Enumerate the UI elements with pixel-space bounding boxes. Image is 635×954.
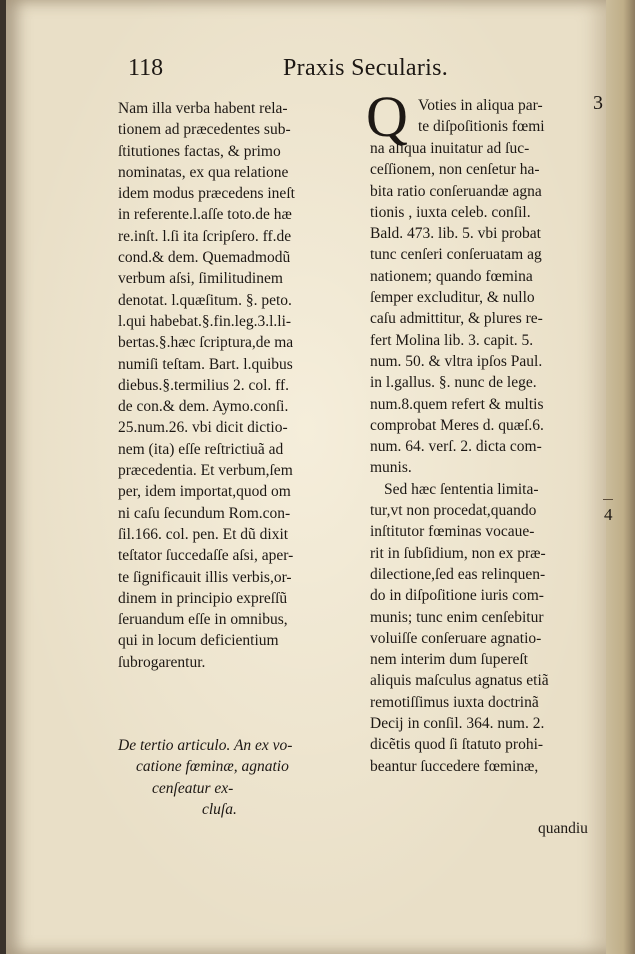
text-line: te ſignificauit illis verbis,or- xyxy=(118,568,292,586)
text-line: tionis , iuxta celeb. conſil. xyxy=(370,203,531,221)
text-line: diebus.§.termilius 2. col. ff. xyxy=(118,376,290,394)
running-head: Praxis Secularis. xyxy=(283,55,449,81)
text-line: voluiſſe conſeruare agnatio- xyxy=(370,629,542,647)
right-column-top xyxy=(418,95,545,138)
text-line: dinem in principio expreſſũ xyxy=(118,589,288,607)
text-line: rit in ſubſidium, non ex præ- xyxy=(370,544,546,562)
text-line: Voties in aliqua par- xyxy=(418,97,543,114)
text-line: in l.gallus. §. nunc de lege. xyxy=(370,374,537,392)
text-line: idem modus præcedens ineſt xyxy=(118,185,295,203)
text-line: fert Molina lib. 3. capit. 5. xyxy=(370,331,534,349)
text-line: bita ratio conſeruandæ agna xyxy=(370,182,542,200)
text-line: munis. xyxy=(370,459,412,477)
text-line: per, idem importat,quod om xyxy=(118,483,291,501)
text-line: in referente.l.aſſe toto.de hæ xyxy=(118,206,292,224)
right-column xyxy=(370,138,602,777)
text-line: l.qui habebat.§.fin.leg.3.l.li- xyxy=(118,312,292,330)
text-line: verbum aſsi, ſimilitudinem xyxy=(118,270,283,288)
page-number: 118 xyxy=(128,55,164,81)
text-line: remotiſſimus iuxta doctrinã xyxy=(370,693,539,711)
margin-tick xyxy=(603,499,613,500)
text-line: Decij in conſil. 364. num. 2. xyxy=(370,715,545,733)
text-line: caſu admittitur, & plures re- xyxy=(370,310,543,328)
section-heading-line: cenſeatur ex- xyxy=(152,779,234,797)
section-heading-line: catione fœminæ, agnatio xyxy=(136,758,289,776)
text-line: tunc cenſeri conſeruatam ag xyxy=(370,246,542,264)
text-line: munis; tunc enim cenſebitur xyxy=(370,608,544,626)
margin-number: 4 xyxy=(604,505,613,524)
text-line: ceſſionem, non cenſetur ha- xyxy=(370,161,540,179)
drop-cap: Q xyxy=(366,84,408,149)
text-line: tionem ad præcedentes sub- xyxy=(118,121,291,139)
text-line: teſtator ſuccedaſſe aſsi, aper- xyxy=(118,547,294,565)
section-heading xyxy=(118,735,292,820)
page-edges xyxy=(606,0,635,954)
text-line: re.inſt. l.ſi ita ſcripſero. ff.de xyxy=(118,227,292,245)
text-line: cond.& dem. Quemadmodũ xyxy=(118,249,291,267)
text-line: beantur ſuccedere fœminæ, xyxy=(370,757,539,775)
text-line: bertas.§.hæc ſcriptura,de ma xyxy=(118,334,294,352)
text-line: Bald. 473. lib. 5. vbi probat xyxy=(370,225,541,243)
text-line: Sed hæc ſententia limita- xyxy=(384,480,539,498)
text-line: ſil.166. col. pen. Et dũ dixit xyxy=(118,525,289,543)
text-line: Nam illa verba habent rela- xyxy=(118,100,288,117)
text-line: numiſi teſtam. Bart. l.quibus xyxy=(118,355,293,373)
text-line: num. 64. verſ. 2. dicta com- xyxy=(370,438,542,456)
text-line: nem interim dum ſupereſt xyxy=(370,651,528,669)
text-line: nominatas, ex qua relatione xyxy=(118,163,289,181)
text-line: ſeruandum eſſe in omnibus, xyxy=(118,611,288,629)
section-heading-line: cluſa. xyxy=(202,800,237,818)
margin-number: 3 xyxy=(593,92,603,114)
text-line: inſtitutor fœminas vocaue- xyxy=(370,523,535,541)
text-line: do in diſpoſitione iuris com- xyxy=(370,587,544,605)
left-column xyxy=(118,98,350,673)
text-line: aliquis maſculus agnatus etiã xyxy=(370,672,549,690)
text-line: dicẽtis quod ſi ſtatuto prohi- xyxy=(370,736,544,754)
text-line: tur,vt non procedat,quando xyxy=(370,502,537,520)
text-line: te diſpoſitionis fœmi xyxy=(418,118,545,136)
text-line: denotat. l.quæſitum. §. peto. xyxy=(118,291,292,309)
text-line: na aliqua inuitatur ad ſuc- xyxy=(370,140,530,157)
text-line: qui in locum deficientium xyxy=(118,632,279,650)
catchword: quandiu xyxy=(538,820,588,837)
text-line: ſtitutiones factas, & primo xyxy=(118,142,281,160)
text-line: nationem; quando fœmina xyxy=(370,267,533,285)
text-line: dilectione,ſed eas relinquen- xyxy=(370,565,546,583)
text-line: de con.& dem. Aymo.conſi. xyxy=(118,398,289,416)
text-line: præcedentia. Et verbum,ſem xyxy=(118,462,293,480)
text-line: nem (ita) eſſe reſtrictiuã ad xyxy=(118,440,284,458)
text-line: num. 50. & vltra ipſos Paul. xyxy=(370,352,543,370)
text-line: ni caſu ſecundum Rom.con- xyxy=(118,504,291,522)
text-line: 25.num.26. vbi dicit dictio- xyxy=(118,419,288,437)
section-heading-line: De tertio articulo. An ex vo- xyxy=(118,737,293,754)
text-line: ſemper excluditur, & nullo xyxy=(370,289,535,307)
text-line: num.8.quem refert & multis xyxy=(370,395,544,413)
text-line: ſubrogarentur. xyxy=(118,653,206,671)
text-line: comprobat Meres d. quæſ.6. xyxy=(370,416,544,434)
